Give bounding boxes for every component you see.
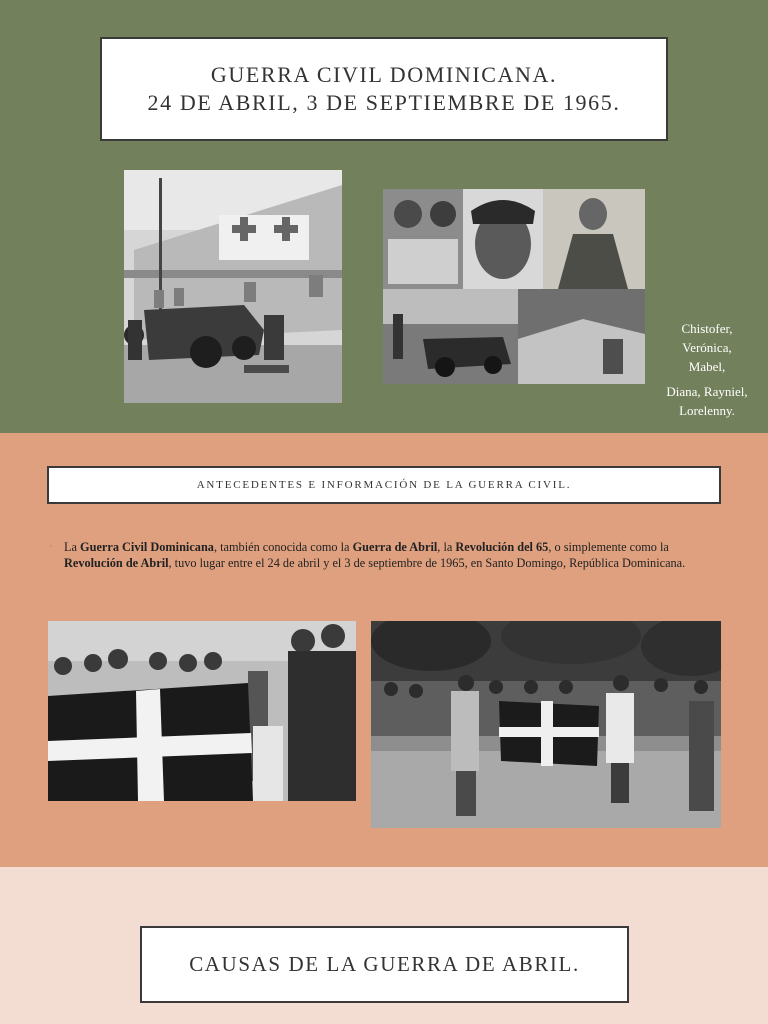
- bullet-text-3: , la: [437, 540, 456, 554]
- bullet-text-4: , o simplemente como la: [548, 540, 669, 554]
- title-line-1: GUERRA CIVIL DOMINICANA.: [210, 62, 558, 87]
- author-line-2: Verónica,: [682, 340, 732, 355]
- bullet-bold-3: Revolución del 65: [455, 540, 549, 554]
- page-title: [100, 37, 668, 141]
- bullet-text-1: La: [64, 540, 81, 554]
- section-heading: [47, 466, 721, 504]
- bullet-bold-2: Guerra de Abril: [352, 540, 438, 554]
- author-line-1: Chistofer,: [681, 321, 733, 336]
- causes-heading-text: CAUSAS DE LA GUERRA DE ABRIL.: [189, 952, 580, 976]
- bullet-text-5: , tuvo lugar entre el 24 de abril y el 3 de septiembre de 1965, en Santo Domingo, República Dominicana.: [168, 556, 686, 570]
- author-line-5: Lorelenny.: [679, 403, 735, 418]
- bullet-bold-1: Guerra Civil Dominicana: [80, 540, 214, 554]
- bullet-bold-4: Revolución de Abril: [64, 556, 169, 570]
- causes-heading: [140, 926, 629, 1003]
- author-line-4: Diana, Rayniel,: [666, 384, 748, 399]
- bullet-text: [64, 539, 689, 571]
- bullet-text-2: , también conocida como la: [213, 540, 353, 554]
- bullet-paragraph: [49, 539, 689, 571]
- photo-march-flag-right: [371, 621, 721, 828]
- title-line-2: 24 DE ABRIL, 3 DE SEPTIEMBRE DE 1965.: [147, 90, 621, 115]
- photo-collage: [383, 189, 645, 384]
- photo-march-flag-left: [48, 621, 356, 801]
- bullet-dot-icon: ◦: [49, 541, 53, 552]
- author-line-3: Mabel,: [688, 359, 726, 374]
- section-heading-text: ANTECEDENTES E INFORMACIÓN DE LA GUERRA CIVIL.: [196, 479, 572, 491]
- authors-list: [652, 319, 762, 420]
- photo-jeep-building: [124, 170, 342, 403]
